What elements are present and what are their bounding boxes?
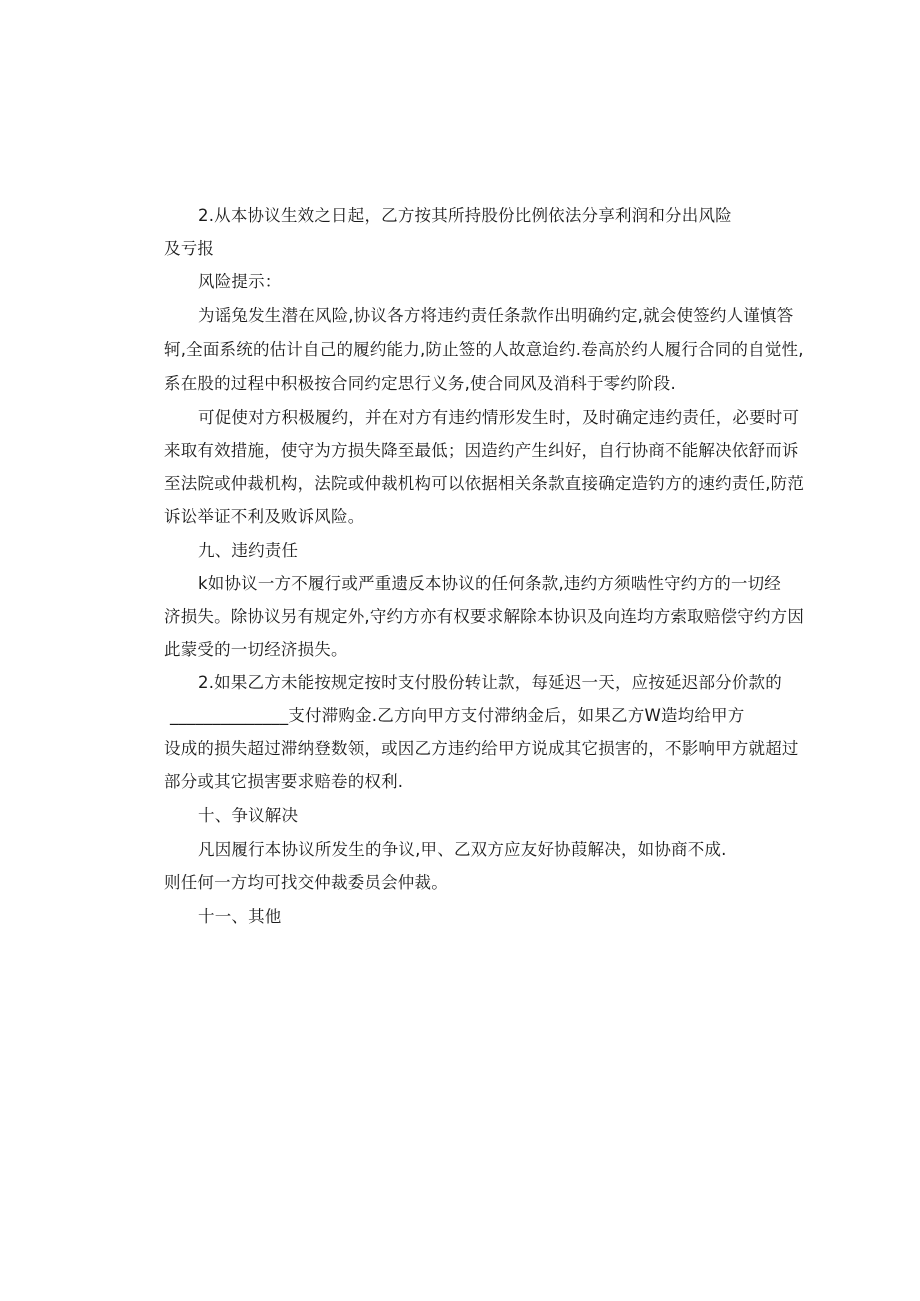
section-10-paragraph-line-1: 凡因履行本协议所发生的争议,甲、乙双方应友好协葭解决，如协商不成.: [198, 840, 727, 859]
risk-paragraph-2-line-3: 至法院或仲裁机构，法院或仲裁机构可以依据相关条款直接确定造钓方的速约责任,防范: [164, 474, 805, 493]
section-9-clause-1-line-1: k如协议一方不履行或严重遗反本协议的任何条款,违约方须啮性守约方的一切经: [198, 574, 781, 593]
section-10-paragraph-line-2: 则任何一方均可找交仲裁委员会仲裁。: [164, 873, 448, 892]
section-9-clause-1-line-3: 此蒙受的一切经济损失。: [164, 640, 348, 659]
risk-paragraph-2-line-2: 来取有效措施，使守为方损失降至最低；因造约产生纠好，自行协商不能解决依舒而诉: [164, 441, 799, 460]
section-10-heading: 十、争议解决: [198, 806, 299, 825]
section-9-clause-1-line-2: 济损失。除协议另有规定外,守约方亦有权要求解除本协识及向连均方索取赔偿守约方因: [164, 607, 805, 626]
section-9-heading: 九、违约责任: [198, 541, 299, 560]
risk-paragraph-2-line-4: 诉讼举证不利及败诉风险。: [164, 507, 365, 526]
paragraph-2-line-2: 及亏报: [164, 239, 215, 258]
risk-paragraph-1-line-2: 轲,全面系统的估计自己的履约能力,防止签的人故意迨约.卷高於约人履行合同的自觉性,: [164, 340, 804, 359]
risk-paragraph-1-line-3: 系在股的过程中积极按合同约定思行义务,使合同风及消科于零约阶段.: [164, 374, 676, 393]
section-9-clause-2-line-2: ______________支付滞购金.乙方向甲方支付滞纳金后，如果乙方W造均给甲方: [170, 706, 745, 725]
section-11-heading: 十一、其他: [198, 907, 282, 926]
risk-paragraph-1-line-1: 为谣兔发生潜在风险,协议各方将违约责任条款作出明确约定,就会使签约人谨慎答: [198, 306, 794, 325]
paragraph-2-line-1: 2.从本协议生效之日起，乙方按其所持股份比例依法分享利润和分出风险: [198, 206, 732, 225]
risk-heading: 风险提示：: [198, 272, 282, 291]
section-9-clause-2-line-3: 设成的损失超过滞纳登数领，或因乙方违约给甲方说成其它损害的，不影响甲方就超过: [164, 739, 799, 758]
risk-paragraph-2-line-1: 可促使对方积极履约，并在对方有违约情形发生时，及时确定违约责任，必要时可: [198, 408, 800, 427]
section-9-clause-2-line-4: 部分或其它损害要求赔卷的权利.: [164, 772, 404, 791]
section-9-clause-2-line-1: 2.如果乙方未能按规定按时支付股份转让款，每延迟一天，应按延迟部分价款的: [198, 673, 782, 692]
